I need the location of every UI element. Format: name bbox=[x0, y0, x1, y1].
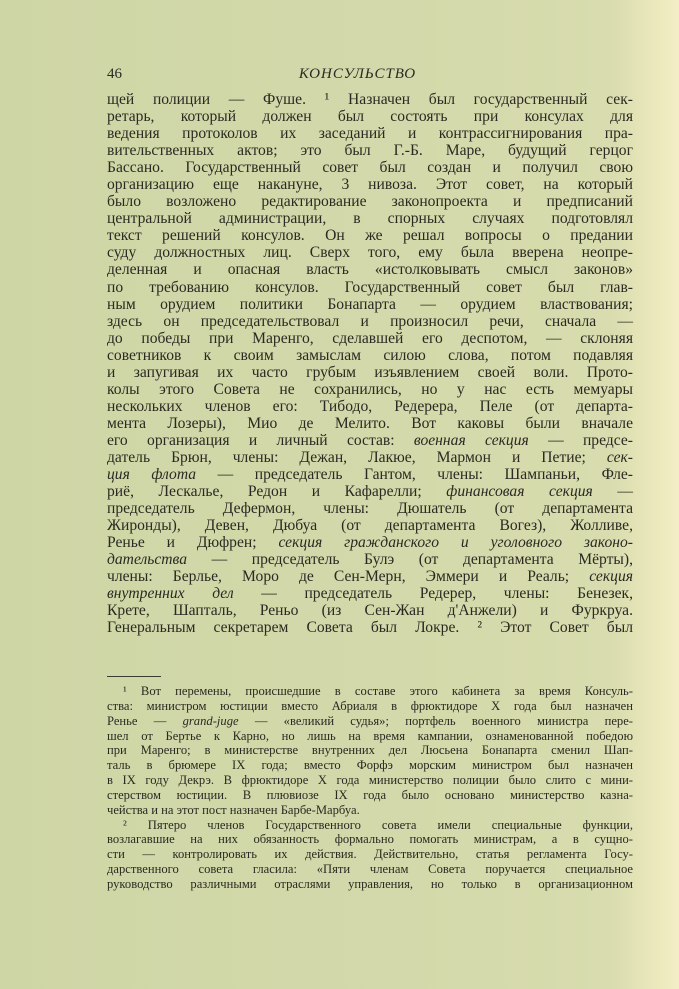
footnote-line bbox=[107, 684, 633, 699]
footnote-line bbox=[107, 743, 633, 758]
text-segment: по требованию консулов. Государственный совет был глав- bbox=[107, 278, 633, 296]
text-segment: мента Лозеры), Мио де Мелито. Вот каковы были вначале bbox=[107, 414, 633, 432]
text-line bbox=[107, 210, 633, 227]
text-line bbox=[107, 415, 633, 432]
text-line bbox=[107, 449, 633, 466]
text-line bbox=[107, 244, 633, 261]
text-segment: Генеральным секретарем Совета был Локре. ² Этот Совет был bbox=[107, 619, 633, 637]
text-line bbox=[107, 398, 633, 415]
footnote-line bbox=[107, 847, 633, 862]
footnote-line bbox=[107, 818, 633, 833]
text-line bbox=[107, 296, 633, 313]
text-segment: колы этого Совета не сохранились, но у нас есть мемуары bbox=[107, 380, 633, 398]
text-line bbox=[107, 364, 633, 381]
text-segment: — bbox=[592, 483, 633, 501]
page-number: 46 bbox=[107, 66, 122, 82]
text-line bbox=[107, 142, 633, 159]
text-segment: советников к своим замыслам силою слова, потом подавляя bbox=[107, 346, 633, 364]
text-segment: ретарь, который должен был состоять при консулах для bbox=[107, 108, 633, 126]
text-line bbox=[107, 568, 633, 585]
text-segment: ным орудием политики Бонапарта — орудием властвования; bbox=[107, 295, 633, 313]
text-segment: до победы при Маренго, сделавшей его деспотом, — склоняя bbox=[107, 329, 633, 347]
text-line bbox=[107, 483, 633, 500]
footnote-line bbox=[107, 699, 633, 714]
text-segment: таль в брюмере IX года; вместо Форфэ морским министром был назначен bbox=[107, 758, 633, 773]
text-segment: возлагавшие на них обязанность формально помогать министрам, а в сущно- bbox=[107, 832, 633, 847]
footnote-line bbox=[107, 862, 633, 877]
text-segment: здесь он председательствовал и произносил речи, сначала — bbox=[107, 312, 633, 330]
italic-text: ция флота bbox=[107, 466, 197, 484]
text-segment: — председатель Редерер, члены: Бенезек, bbox=[233, 585, 634, 603]
italic-text: внутренних дел bbox=[107, 585, 234, 603]
text-line bbox=[107, 500, 633, 517]
footnote-line bbox=[107, 758, 633, 773]
footnote-line bbox=[107, 832, 633, 847]
text-segment: датель Брюн, члены: Дежан, Лакюе, Мармон и Петие; bbox=[107, 448, 607, 466]
text-line bbox=[107, 330, 633, 347]
text-line bbox=[107, 159, 633, 176]
text-segment: ¹ Вот перемены, происшедшие в составе этого кабинета за время Консуль- bbox=[123, 684, 633, 698]
text-line bbox=[107, 176, 633, 193]
text-line bbox=[107, 517, 633, 534]
text-segment: деленная и опасная власть «истолковывать смысл законов» bbox=[107, 261, 633, 279]
text-segment: ² Пятеро членов Государственного совета имели специальные функции, bbox=[123, 817, 633, 832]
text-segment: шел от Бертье к Карно, но лишь на время кампании, ознаменованной победою bbox=[107, 728, 633, 743]
text-segment: вительственных актов; это был Г.-Б. Маре, будущий герцог bbox=[107, 142, 633, 160]
text-line bbox=[107, 108, 633, 125]
text-line bbox=[107, 551, 633, 568]
footnote-line bbox=[107, 729, 633, 744]
text-line bbox=[107, 619, 633, 636]
italic-text: финансовая секция bbox=[446, 483, 593, 501]
text-segment: суду должностных лиц. Сверх того, ему была вверена неопре- bbox=[107, 244, 633, 262]
text-segment: Крете, Шапталь, Реньо (из Сен-Жан д'Анжели) и Фуркруа. bbox=[107, 602, 633, 620]
text-segment: — председатель Булэ (от департамента Мёрты), bbox=[187, 551, 633, 569]
text-segment: ведения протоколов их заседаний и контрассигнирования пра- bbox=[107, 125, 633, 143]
text-segment: Бассано. Государственный совет был создан и получил свою bbox=[107, 159, 633, 177]
text-segment: щей полиции — Фуше. ¹ Назначен был государственный сек- bbox=[107, 91, 633, 108]
text-segment: — предсе- bbox=[528, 431, 633, 449]
footnotes bbox=[107, 684, 633, 892]
footnote-line bbox=[107, 773, 633, 788]
text-segment: его организация и личный состав: bbox=[107, 431, 414, 449]
text-segment: стерством юстиции. В плювиозе IX года было основано министерство казна- bbox=[107, 787, 633, 802]
italic-text: секция гражданского и уголовного законо- bbox=[278, 534, 633, 552]
text-segment: текст решений консулов. Он же решал вопросы о предании bbox=[107, 227, 633, 245]
text-segment: сти — контролировать их действия. Действительно, статья регламента Госу- bbox=[107, 847, 633, 862]
text-segment: и запугивая их часто грубым изъявлением своей воли. Прото- bbox=[107, 363, 633, 381]
main-text bbox=[107, 91, 633, 637]
text-segment: чейства и на этот пост назначен Барбе-Марбуа. bbox=[107, 802, 360, 817]
text-line bbox=[107, 261, 633, 278]
text-line bbox=[107, 227, 633, 244]
text-segment: Ренье — bbox=[107, 713, 183, 728]
text-segment: председатель Дефермон, члены: Дюшатель (от департамента bbox=[107, 500, 633, 518]
text-line bbox=[107, 534, 633, 551]
text-segment: Ренье и Дюфрен; bbox=[107, 534, 279, 552]
footnote-line bbox=[107, 788, 633, 803]
text-line bbox=[107, 193, 633, 210]
text-line bbox=[107, 125, 633, 142]
italic-text: секция bbox=[589, 568, 633, 586]
text-segment: — председатель Гантом, члены: Шампаньи, Фле- bbox=[196, 466, 634, 484]
footnote-line bbox=[107, 803, 633, 818]
text-segment: члены: Берлье, Моро де Сен-Мерн, Эммери и Реаль; bbox=[107, 568, 590, 586]
text-segment: риё, Лескалье, Редон и Кафарелли; bbox=[107, 483, 447, 501]
italic-text: военная секция bbox=[413, 431, 529, 449]
text-segment: руководство различными отраслями управления, но только в организационном bbox=[107, 876, 633, 891]
text-segment: нескольких членов его: Тибодо, Редерера, Пеле (от департа- bbox=[107, 397, 633, 415]
italic-text: grand-juge bbox=[182, 713, 239, 728]
running-title: КОНСУЛЬСТВО bbox=[298, 66, 417, 82]
text-segment: центральной администрации, в спорных случаях подготовлял bbox=[107, 210, 633, 228]
text-line bbox=[107, 602, 633, 619]
text-line bbox=[107, 313, 633, 330]
italic-text: сек- bbox=[606, 448, 633, 466]
text-line bbox=[107, 381, 633, 398]
text-segment: ства: министром юстиции вместо Абриаля в фрюктидоре X года был назначен bbox=[107, 698, 633, 713]
text-segment: — «великий судья»; портфель военного министра пере- bbox=[238, 713, 633, 728]
text-segment: дарственного совета гласила: «Пяти членам Совета поручается специальное bbox=[107, 862, 633, 877]
footnote-line bbox=[107, 714, 633, 729]
footnote-line bbox=[107, 877, 633, 892]
italic-text: дательства bbox=[107, 551, 188, 569]
text-segment: организацию еще накануне, 3 нивоза. Этот совет, на который bbox=[107, 176, 633, 194]
text-segment: Жиронды), Девен, Дюбуа (от департамента Вогез), Жолливе, bbox=[107, 517, 633, 535]
text-line bbox=[107, 279, 633, 296]
footnote-divider bbox=[107, 676, 161, 677]
text-segment: при Маренго; в министерстве внутренних дел Люсьена Бонапарта сменил Шап- bbox=[107, 743, 633, 758]
text-segment: в IX году Декрэ. В фрюктидоре X года министерство полиции было слито с мини- bbox=[107, 773, 633, 788]
text-line bbox=[107, 432, 633, 449]
text-line bbox=[107, 466, 633, 483]
text-line bbox=[107, 347, 633, 364]
text-line bbox=[107, 585, 633, 602]
text-segment: было возложено редактирование законопроекта и предписаний bbox=[107, 193, 633, 211]
text-line bbox=[107, 91, 633, 108]
